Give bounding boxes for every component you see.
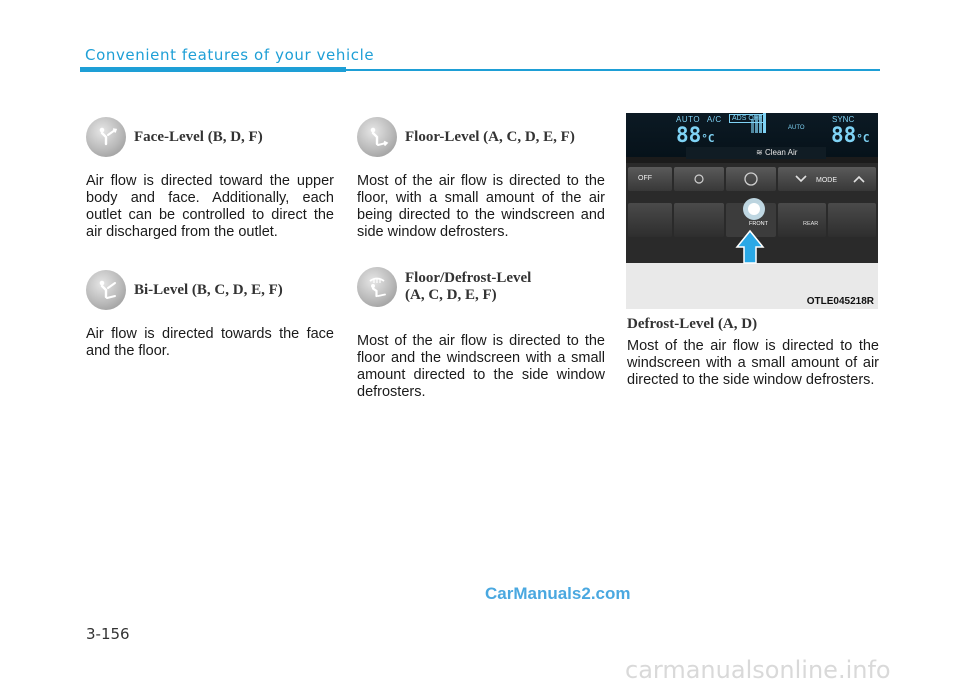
display-ads-off: ADS OFF [729, 114, 765, 123]
display-ac: A/C [706, 115, 722, 124]
page-number: 3-156 [86, 625, 130, 643]
clean-air-label: Clean Air [764, 148, 798, 157]
floor-defrost-section [357, 265, 605, 401]
floor-defrost-icon [357, 267, 397, 307]
right-temp-readout: 88 [831, 123, 857, 147]
watermark-carmanuals2: CarManuals2.com [485, 584, 631, 603]
display-auto-small: AUTO [788, 125, 805, 131]
face-level-icon [86, 117, 126, 157]
bi-level-title: Bi-Level (B, C, D, E, F) [134, 281, 283, 298]
floor-level-title: Floor-Level (A, C, D, E, F) [405, 128, 575, 145]
display-auto: AUTO [676, 115, 701, 124]
display-sync: SYNC [832, 115, 855, 124]
face-level-title: Face-Level (B, D, F) [134, 128, 263, 145]
floor-level-text: Most of the air flow is directed to the floor, with a small amount of the air being directed to the windscreen and side window defrosters. [357, 173, 605, 240]
face-level-section [86, 115, 334, 241]
mode-button[interactable]: MODE [816, 177, 837, 184]
off-button[interactable]: OFF [638, 175, 652, 182]
front-defrost-button[interactable]: FRONT [749, 221, 768, 227]
floor-defrost-title: Floor/Defrost-Level (A, C, D, E, F) [405, 270, 532, 303]
face-level-text: Air flow is directed toward the upper body and face. Additionally, each outlet can be controlled to direct the air discharged from the outlet. [86, 173, 334, 240]
bi-level-text: Air flow is directed towards the face and the floor. [86, 326, 334, 359]
photo-caption: OTLE045218R [806, 296, 874, 307]
bi-level-icon [86, 270, 126, 310]
floor-level-icon [357, 117, 397, 157]
watermark-carmanualsonline: carmanualsonline.info [625, 656, 891, 684]
header-bar-thin [346, 69, 880, 71]
climate-panel-photo: AUTO A/C ADS OFF SYNC 88°C AUTO 88°C ≋ Clean Air OFF MODE FRONT REAR OTLE045218R [626, 113, 878, 309]
floor-defrost-text: Most of the air flow is directed to the floor and the windscreen with a small amount directed to the side window defrosters. [357, 333, 605, 400]
rear-defrost-button[interactable]: REAR [803, 221, 819, 227]
header-bar-thick [80, 67, 346, 72]
floor-level-section [357, 115, 605, 241]
left-temp-readout: 88 [676, 123, 702, 147]
bi-level-section [86, 268, 334, 360]
defrost-level-title: Defrost-Level (A, D) [627, 316, 758, 332]
defrost-level-text: Most of the air flow is directed to the windscreen with a small amount of air directed to the side window defrosters. [627, 338, 879, 388]
clean-air-icon: ≋ [756, 148, 763, 157]
chapter-title: Convenient features of your vehicle [85, 46, 375, 64]
